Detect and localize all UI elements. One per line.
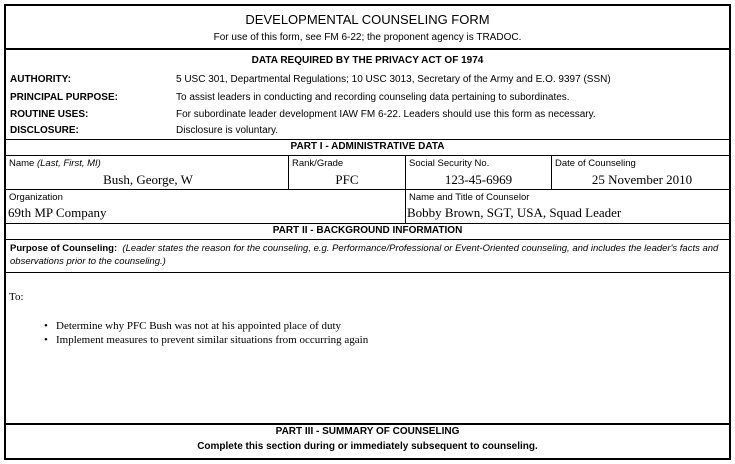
list-item: • Determine why PFC Bush was not at his appointed place of duty (44, 320, 342, 332)
purpose-of-counseling: Purpose of Counseling: (Leader states the reason for the counseling, e.g. Performance/Professional or Event-Oriented counseling, and includes the leader's facts and observations prior to the counseling.) (10, 243, 719, 267)
authority-label: AUTHORITY: (10, 74, 71, 85)
counselor-label: Name and Title of Counselor (409, 192, 530, 203)
principal-purpose-text: To assist leaders in conducting and recording counseling data pertaining to subordinates. (176, 92, 570, 103)
divider (6, 423, 729, 425)
to-label: To: (9, 291, 24, 303)
date-value[interactable]: 25 November 2010 (591, 172, 693, 187)
privacy-act-title: DATA REQUIRED BY THE PRIVACY ACT OF 1974 (251, 55, 484, 66)
form-title: DEVELOPMENTAL COUNSELING FORM (245, 12, 490, 27)
part1-title: PART I - ADMINISTRATIVE DATA (290, 141, 445, 152)
rank-value[interactable]: PFC (335, 172, 359, 187)
authority-text: 5 USC 301, Departmental Regulations; 10 USC 3013, Secretary of the Army and E.O. 9397 (SSN) (176, 74, 611, 85)
part3-title: PART III - SUMMARY OF COUNSELING (275, 426, 460, 437)
name-label: Name (Last, First, MI) (9, 158, 101, 169)
organization-label: Organization (9, 192, 63, 203)
routine-uses-label: ROUTINE USES: (10, 109, 89, 120)
organization-value[interactable]: 69th MP Company (8, 205, 107, 220)
disclosure-label: DISCLOSURE: (10, 125, 79, 136)
routine-uses-text: For subordinate leader development IAW FM 6-22. Leaders should use this form as necessary. (176, 109, 596, 120)
divider (6, 48, 729, 50)
counseling-form (4, 4, 731, 460)
divider (6, 239, 729, 240)
divider (551, 155, 552, 189)
divider (6, 139, 729, 140)
ssn-label: Social Security No. (409, 158, 490, 169)
divider (6, 155, 729, 156)
principal-purpose-label: PRINCIPAL PURPOSE: (10, 92, 118, 103)
divider (6, 272, 729, 273)
divider (288, 155, 289, 189)
rank-label: Rank/Grade (292, 158, 344, 169)
date-label: Date of Counseling (555, 158, 636, 169)
divider (6, 189, 729, 190)
counselor-value[interactable]: Bobby Brown, SGT, USA, Squad Leader (407, 205, 622, 220)
ssn-value[interactable]: 123-45-6969 (444, 172, 513, 187)
disclosure-text: Disclosure is voluntary. (176, 125, 279, 136)
part3-instruction: Complete this section during or immediately subsequent to counseling. (197, 441, 538, 452)
bullet-list (44, 319, 368, 347)
form-subtitle: For use of this form, see FM 6-22; the proponent agency is TRADOC. (213, 32, 522, 43)
part2-title: PART II - BACKGROUND INFORMATION (272, 225, 463, 236)
name-value[interactable]: Bush, George, W (103, 172, 193, 187)
divider (6, 223, 729, 224)
list-item: • Implement measures to prevent similar situations from occurring again (44, 334, 369, 346)
